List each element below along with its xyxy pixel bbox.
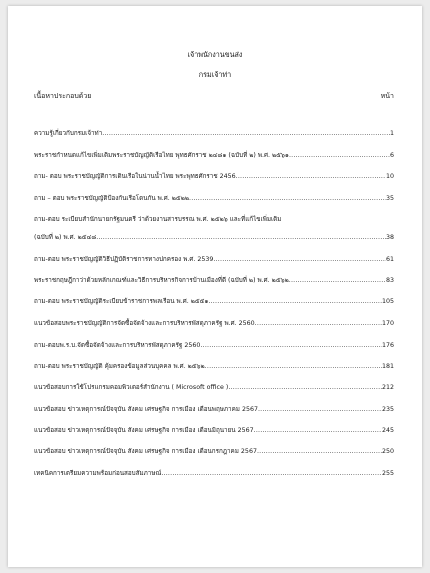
toc-entry-title: แนวข้อสอบ ข่าวเหตุการณ์ปัจจุบัน สังคม เศรษฐกิจ การเมือง เดือนกรกฎาคม 2567 bbox=[34, 448, 257, 455]
toc-entry[interactable] bbox=[34, 363, 394, 371]
toc-entry[interactable] bbox=[34, 152, 394, 160]
toc-leader bbox=[96, 234, 386, 242]
toc-leader bbox=[289, 277, 386, 285]
toc-leader bbox=[213, 256, 386, 264]
toc-header-contents: เนื้อหาประกอบด้วย bbox=[34, 92, 92, 100]
toc-leader bbox=[255, 320, 382, 328]
toc-entry[interactable] bbox=[34, 277, 394, 285]
toc-entry-page: 1 bbox=[389, 130, 394, 137]
toc-leader bbox=[189, 195, 386, 203]
toc-entry-title: แนวข้อสอบพระราชบัญญัติการจัดซื้อจัดจ้างและการบริหารพัสดุภาครัฐ พ.ศ. 2560 bbox=[34, 320, 255, 327]
toc-entry[interactable] bbox=[34, 173, 394, 181]
toc-entry-page: 10 bbox=[385, 173, 394, 180]
toc-entry-page: 212 bbox=[381, 384, 394, 391]
toc-entry-page: 245 bbox=[381, 427, 394, 434]
toc-leader bbox=[208, 298, 382, 306]
toc-leader bbox=[205, 363, 382, 371]
toc-entry-title: ถาม-ตอบ พระราชบัญญัติ คุ้มครองข้อมูลส่วนบุคคล พ.ศ. ๒๕๖๒ bbox=[34, 363, 205, 370]
toc-entry-title: (ฉบับที่ ๒) พ.ศ. ๒๕๔๘ bbox=[34, 234, 97, 241]
toc-entry[interactable] bbox=[34, 342, 394, 350]
toc-entry-title: พระราชกำหนดแก้ไขเพิ่มเติมพระราชบัญญัติเรือไทย พุทธศักราช ๒๔๘๑ (ฉบับที่ ๒) พ.ศ. ๒๕๖๑ bbox=[34, 152, 289, 159]
toc-entry[interactable] bbox=[34, 256, 394, 264]
toc-entry[interactable] bbox=[34, 427, 394, 435]
toc-entry-title: ถาม- ตอบ พระราชบัญญัติการเดินเรือในน่านน้ำไทย พระพุทธศักราช 2456 bbox=[34, 173, 236, 180]
toc-entry-title: แนวข้อสอบ ข่าวเหตุการณ์ปัจจุบัน สังคม เศรษฐกิจ การเมือง เดือนมิถุนายน 2567 bbox=[34, 427, 254, 434]
toc-entry-page: 35 bbox=[385, 195, 394, 202]
toc-entry-title: แนวข้อสอบการใช้โปรแกรมคอมพิวเตอร์สำนักงาน ( Microsoft office ) bbox=[34, 384, 229, 391]
toc-leader bbox=[102, 130, 390, 138]
toc-leader bbox=[289, 152, 390, 160]
toc-entry-title: ถาม-ตอบ พระราชบัญญัติวิธีปฏิบัติราชการทางปกครอง พ.ศ. 2539 bbox=[34, 256, 214, 263]
toc-leader bbox=[200, 342, 382, 350]
toc-header-page: หน้า bbox=[380, 92, 394, 100]
toc-entry-page: 176 bbox=[381, 342, 394, 349]
toc-entry[interactable] bbox=[34, 406, 394, 414]
toc-entry-page: 83 bbox=[385, 277, 394, 284]
toc-entry-title-line1: ถาม-ตอบ ระเบียบสำนักนายกรัฐมนตรี ว่าด้วยงานสารบรรณ พ.ศ. ๒๕๒๖ และที่แก้ไขเพิ่มเติม bbox=[34, 216, 282, 223]
toc-entry-page: 255 bbox=[381, 470, 394, 477]
toc-leader bbox=[254, 427, 382, 435]
toc-entry-title: แนวข้อสอบ ข่าวเหตุการณ์ปัจจุบัน สังคม เศรษฐกิจ การเมือง เดือนพฤษภาคม 2567 bbox=[34, 406, 258, 413]
toc-entry[interactable] bbox=[34, 384, 394, 392]
document-subtitle: กรมเจ้าท่า bbox=[198, 70, 232, 79]
toc-entry-page: 6 bbox=[389, 152, 394, 159]
document-title: เจ้าพนักงานขนส่ง bbox=[187, 50, 243, 59]
toc-entry-page: 105 bbox=[381, 298, 394, 305]
toc-entry-title: ถาม-ตอบ พระราชบัญญัติระเบียบข้าราชการพลเรือน พ.ศ. ๒๕๕๑ bbox=[34, 298, 209, 305]
document-page bbox=[8, 6, 422, 567]
toc-leader bbox=[257, 448, 382, 456]
toc-entry-title: ถาม – ตอบ พระราชบัญญัติป้องกันเรือโดนกัน พ.ศ. ๒๕๒๒ bbox=[34, 195, 189, 202]
toc-entry[interactable] bbox=[34, 195, 394, 203]
toc-leader bbox=[258, 406, 382, 414]
toc-leader bbox=[228, 384, 382, 392]
toc-leader bbox=[161, 470, 382, 478]
toc-entry[interactable] bbox=[34, 130, 394, 138]
toc-entry-page: 250 bbox=[381, 448, 394, 455]
toc-entry[interactable] bbox=[34, 320, 394, 328]
toc-entry-page: 235 bbox=[381, 406, 394, 413]
toc-entry[interactable] bbox=[34, 448, 394, 456]
toc-entry-title: ความรู้เกี่ยวกับกรมเจ้าท่า bbox=[34, 130, 103, 137]
toc-entry-page: 38 bbox=[385, 234, 394, 241]
toc-leader bbox=[236, 173, 386, 181]
toc-entry-title: พระราชกฤษฎีกาว่าด้วยหลักเกณฑ์และวิธีการบริหารกิจการบ้านเมืองที่ดี (ฉบับที่ ๒) พ.ศ. ๒๕๖๒ bbox=[34, 277, 289, 284]
toc-entry-page: 181 bbox=[381, 363, 394, 370]
toc-entry-page: 170 bbox=[381, 320, 394, 327]
toc-entry-page: 61 bbox=[385, 256, 394, 263]
toc-entry[interactable] bbox=[34, 216, 394, 242]
toc-entry-title: เทคนิคการเตรียมความพร้อมก่อนสอบสัมภาษณ์ bbox=[34, 470, 162, 477]
toc-entry[interactable] bbox=[34, 298, 394, 306]
toc-entry-title: ถาม-ตอบพ.ร.บ.จัดซื้อจัดจ้างและการบริหารพัสดุภาครัฐ 2560 bbox=[34, 342, 201, 349]
toc-entry[interactable] bbox=[34, 470, 394, 478]
